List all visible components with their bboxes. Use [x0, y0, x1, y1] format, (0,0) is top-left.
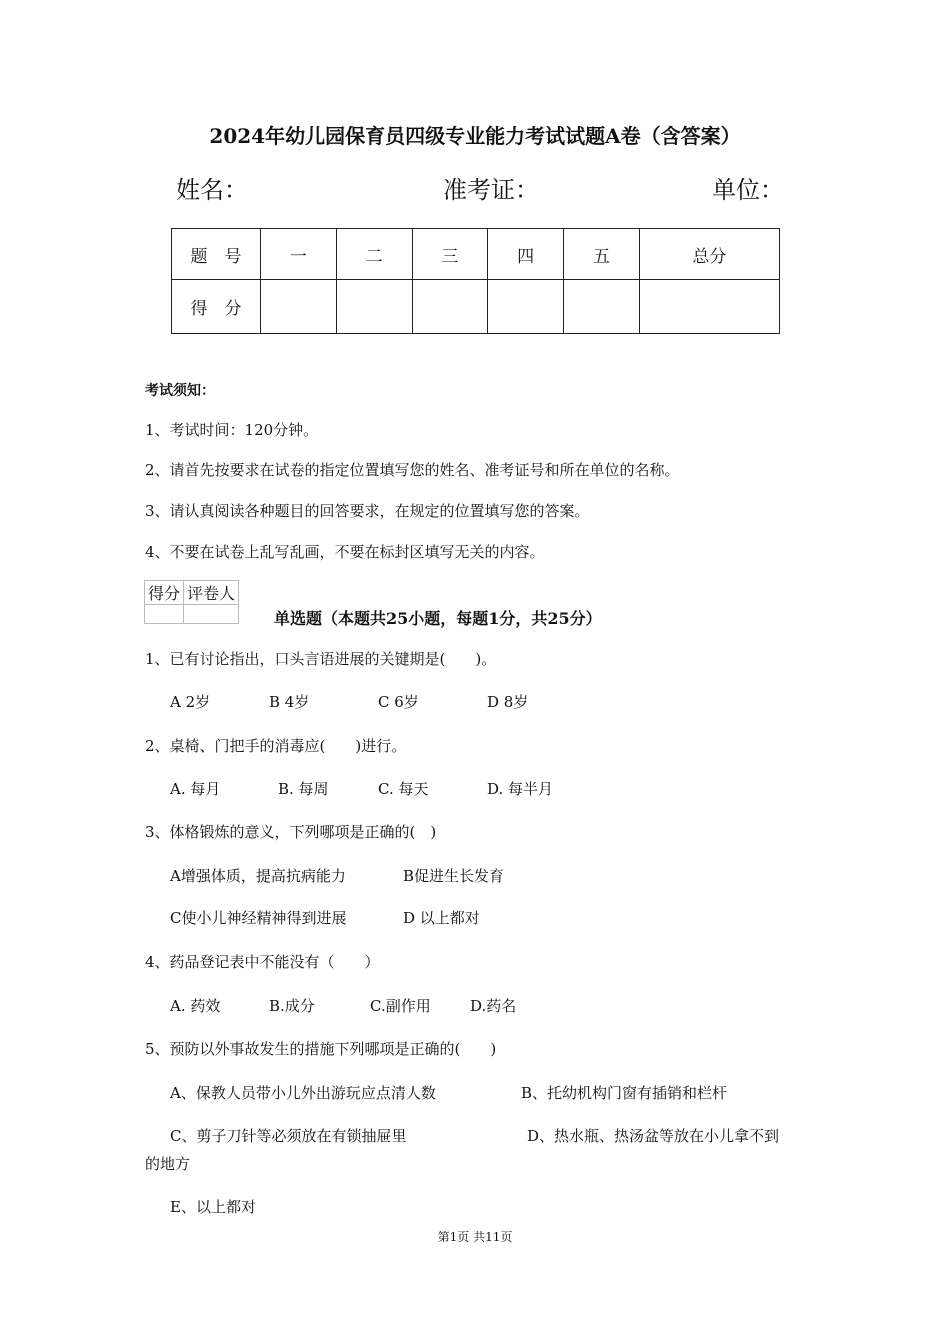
option: C使小儿神经精神得到进展 — [170, 909, 347, 927]
score-table-score-row — [172, 280, 780, 334]
score-cell-1 — [261, 280, 337, 334]
page-footer: 第1页 共11页 — [437, 1230, 513, 1244]
option: B. 每周 — [278, 780, 329, 798]
option: A 2岁 — [170, 693, 211, 711]
option: B.成分 — [269, 997, 315, 1015]
score-cell-2 — [336, 280, 412, 334]
name-field-label: 姓名： — [176, 176, 248, 204]
notice-item: 3、请认真阅读各种题目的回答要求，在规定的位置填写您的答案。 — [145, 502, 590, 520]
option: B 4岁 — [269, 693, 310, 711]
option: C、剪子刀针等必须放在有锁抽屉里 — [170, 1127, 407, 1145]
option: D 8岁 — [487, 693, 529, 711]
option: A增强体质，提高抗病能力 — [170, 867, 346, 885]
option: C. 每天 — [378, 780, 429, 798]
question-stem: 5、预防以外事故发生的措施下列哪项是正确的( ) — [145, 1040, 497, 1058]
notice-heading: 考试须知： — [145, 383, 215, 399]
score-cell-5 — [564, 280, 640, 334]
question-stem: 2、桌椅、门把手的消毒应( )进行。 — [145, 737, 407, 755]
score-cell-total — [639, 280, 779, 334]
score-table-header-row — [172, 229, 780, 280]
option: A. 药效 — [170, 997, 221, 1015]
notice-item: 1、考试时间：120分钟。 — [145, 421, 319, 439]
option: B促进生长发育 — [403, 867, 505, 885]
section-title: 单选题（本题共25小题，每题1分，共25分） — [274, 609, 602, 628]
option-continuation: 的地方 — [145, 1155, 191, 1173]
score-table-cell: 三 — [412, 229, 488, 280]
exam-title: 2024年幼儿园保育员四级专业能力考试试题A卷（含答案） — [209, 124, 741, 148]
unit-field-label: 单位： — [712, 176, 784, 204]
score-table-cell: 五 — [564, 229, 640, 280]
option: C 6岁 — [378, 693, 419, 711]
score-table-cell: 得 分 — [172, 280, 261, 334]
option: A、保教人员带小儿外出游玩应点清人数 — [170, 1084, 436, 1102]
question-stem: 4、药品登记表中不能没有（ ） — [145, 953, 380, 971]
option: D 以上都对 — [403, 909, 480, 927]
score-table — [171, 228, 780, 334]
grader-score-cell — [145, 605, 184, 624]
option: D. 每半月 — [487, 780, 554, 798]
score-table-cell: 总分 — [639, 229, 779, 280]
option: D.药名 — [470, 997, 517, 1015]
grader-entry-row — [145, 605, 239, 624]
option: B、托幼机构门窗有插销和栏杆 — [521, 1084, 728, 1102]
grader-reviewer-label: 评卷人 — [184, 581, 239, 605]
grader-reviewer-cell — [184, 605, 239, 624]
grader-table — [144, 580, 239, 624]
grader-header-row — [145, 581, 239, 605]
score-cell-4 — [488, 280, 564, 334]
score-cell-3 — [412, 280, 488, 334]
score-table-cell: 二 — [336, 229, 412, 280]
score-table-cell: 一 — [261, 229, 337, 280]
option: C.副作用 — [370, 997, 431, 1015]
exam-id-field-label: 准考证： — [443, 176, 539, 204]
notice-item: 2、请首先按要求在试卷的指定位置填写您的姓名、准考证号和所在单位的名称。 — [145, 461, 680, 479]
option: A. 每月 — [170, 780, 221, 798]
question-stem: 1、已有讨论指出，口头言语进展的关键期是( )。 — [145, 650, 497, 668]
notice-item: 4、不要在试卷上乱写乱画，不要在标封区填写无关的内容。 — [145, 543, 545, 561]
grader-score-label: 得分 — [145, 581, 184, 605]
question-stem: 3、体格锻炼的意义，下列哪项是正确的( ) — [145, 823, 437, 841]
score-table-cell: 题 号 — [172, 229, 261, 280]
score-table-cell: 四 — [488, 229, 564, 280]
option: D、热水瓶、热汤盆等放在小儿拿不到 — [527, 1127, 780, 1145]
option: E、以上都对 — [170, 1198, 256, 1216]
